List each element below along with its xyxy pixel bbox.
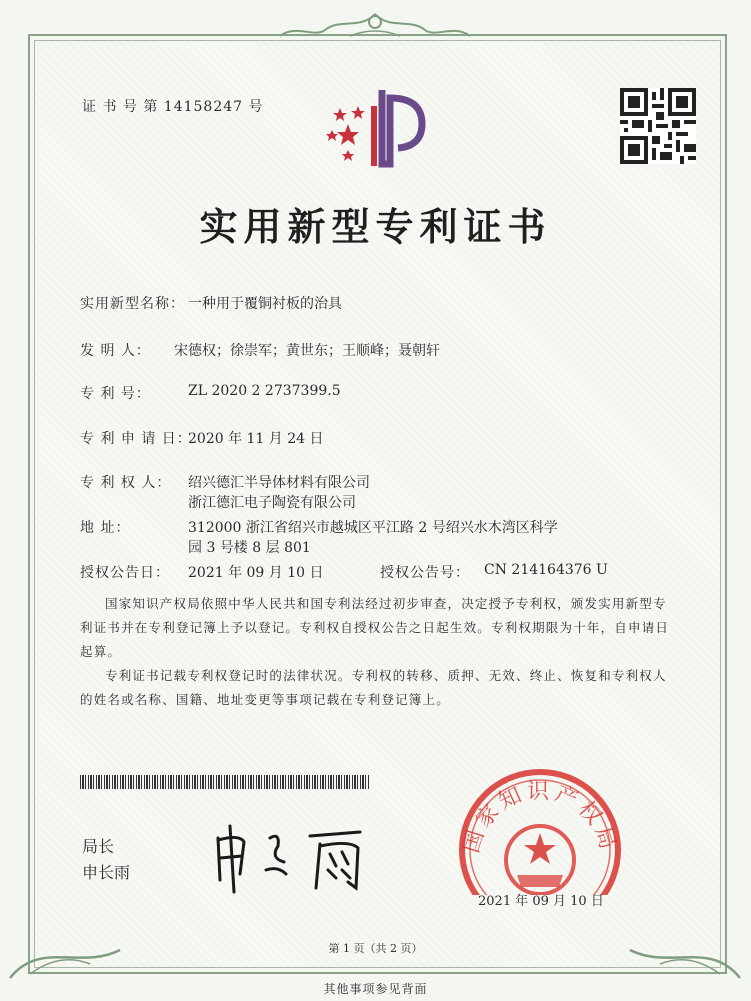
patent-number-label: 专 利 号： bbox=[80, 386, 151, 402]
patentee-value-1: 绍兴德汇半导体材料有限公司 bbox=[188, 475, 370, 491]
grant-date-value: 2021 年 09 月 10 日 bbox=[188, 565, 324, 581]
grant-number-value: CN 214164376 U bbox=[484, 562, 608, 578]
barcode bbox=[80, 775, 370, 789]
seal-date: 2021 年 09 月 10 日 bbox=[478, 894, 604, 909]
director-signature bbox=[200, 818, 390, 898]
cnipa-logo-icon bbox=[318, 86, 438, 168]
certificate-title: 实用新型专利证书 bbox=[199, 205, 552, 249]
svg-text:国家知识产权局: 国家知识产权局 bbox=[458, 779, 622, 856]
patentee-value-2: 浙江德汇电子陶瓷有限公司 bbox=[188, 495, 356, 511]
inventors-label: 发 明 人： bbox=[80, 343, 151, 359]
address-value-2: 园 3 号楼 8 层 801 bbox=[188, 540, 311, 556]
seal-text bbox=[455, 765, 625, 895]
top-ornament bbox=[270, 10, 480, 44]
director-role: 局长 bbox=[82, 837, 115, 856]
grant-number-label: 授权公告号： bbox=[380, 565, 470, 581]
address-value-1: 312000 浙江省绍兴市越城区平江路 2 号绍兴水木湾区科学 bbox=[188, 520, 558, 536]
director-name: 申长雨 bbox=[82, 863, 131, 882]
address-label: 地 址： bbox=[80, 520, 131, 536]
filing-date-label: 专 利 申 请 日： bbox=[80, 431, 192, 447]
utility-name-label: 实用新型名称： bbox=[80, 296, 185, 312]
filing-date-value: 2020 年 11 月 24 日 bbox=[188, 431, 324, 447]
patentee-label: 专 利 权 人： bbox=[80, 475, 172, 491]
grant-date-label: 授权公告日： bbox=[80, 565, 170, 581]
certificate-number: 证 书 号 第 14158247 号 bbox=[82, 99, 264, 115]
footer-note: 其他事项参见背面 bbox=[323, 982, 428, 996]
inventors-value: 宋德权；徐崇军；黄世东；王顺峰；聂朝轩 bbox=[174, 343, 440, 359]
patent-number-value: ZL 2020 2 2737399.5 bbox=[188, 383, 341, 399]
utility-name-value: 一种用于覆铜衬板的治具 bbox=[188, 296, 342, 312]
body-paragraph-2: 专利证书记载专利权登记时的法律状况。专利权的转移、质押、无效、终止、恢复和专利权人的姓名或名称、国籍、地址变更等事项记载在专利登记簿上。 bbox=[80, 668, 667, 707]
qr-code-icon bbox=[620, 88, 696, 164]
page-indicator: 第 1 页（共 2 页） bbox=[328, 942, 423, 955]
body-paragraph-1: 国家知识产权局依照中华人民共和国专利法经过初步审查，决定授予专利权，颁发实用新型专利证书并在专利登记簿上予以登记。专利权自授权公告之日起生效。专利权期限为十年，自申请日起算。 bbox=[80, 596, 670, 659]
